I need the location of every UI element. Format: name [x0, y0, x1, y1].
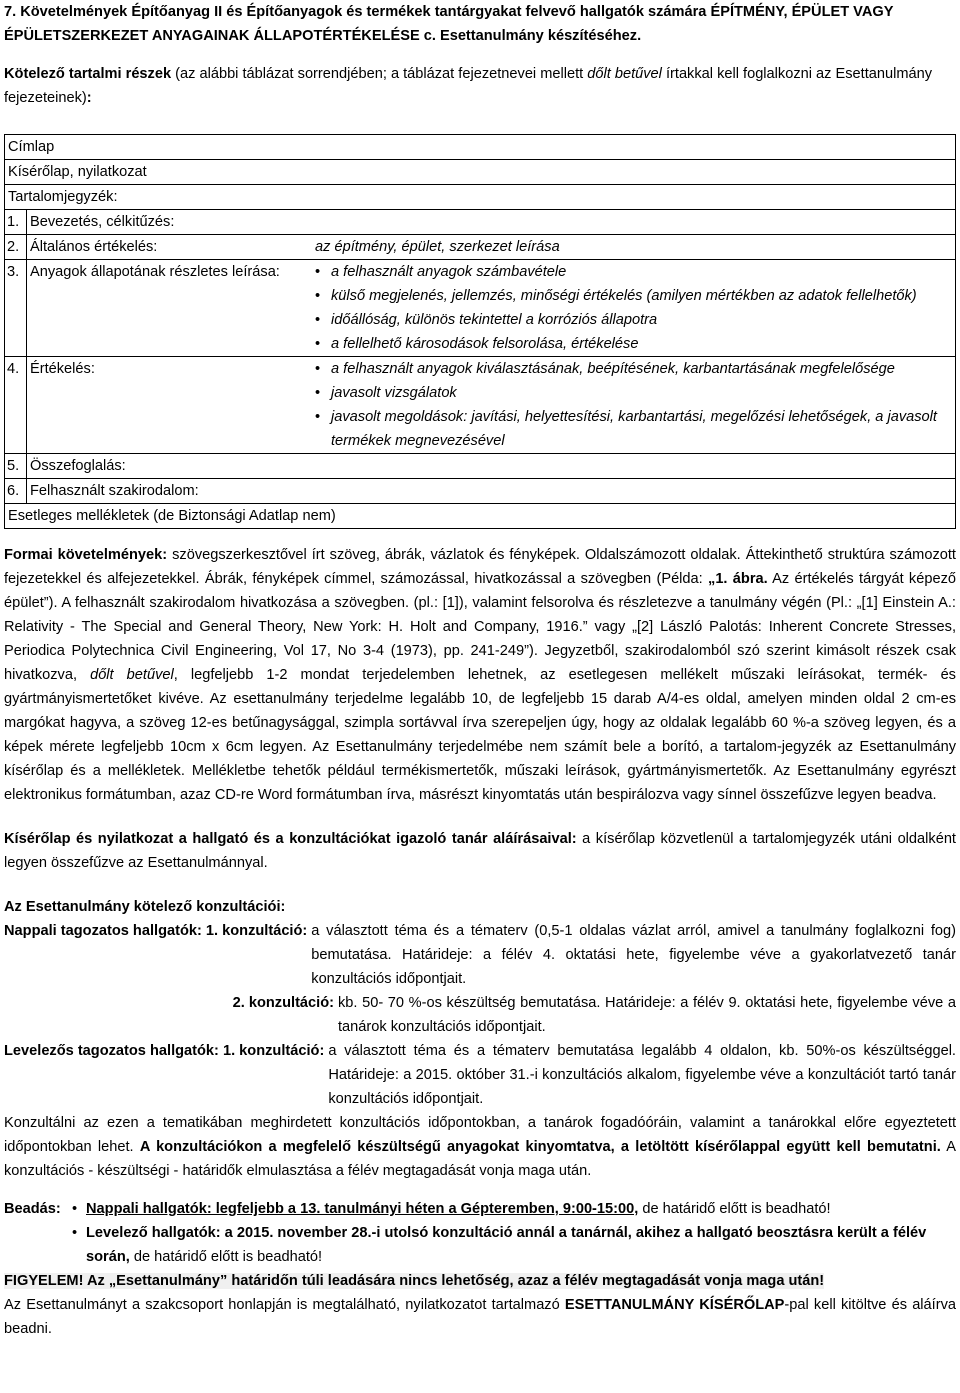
toc-num: 2. — [5, 235, 27, 259]
toc-kiserolap: Kísérőlap, nyilatkozat — [8, 164, 147, 180]
toc-desc-list — [315, 260, 955, 356]
toc-row-3 — [5, 259, 955, 356]
consultation-note-text: Konzultálni az ezen a tematikában meghirdetett konzultációs időpontokban, a tanárok fogadóóráin, valamint a tanárokkal előre egyeztetett időpontokban lehet. — [4, 1115, 956, 1155]
nappali-consultation-2 — [4, 991, 956, 1039]
kiserolap-lead: Kísérőlap és nyilatkozat a hallgató és a konzultációkat igazoló tanár aláírásaival: — [4, 831, 577, 847]
consultation-section — [4, 895, 956, 1183]
warning-line — [4, 1269, 956, 1293]
kiserolap-text: a kísérőlap közvetlenül a tartalomjegyzék utáni oldalként legyen összefűzve az Esettanulmánnyal. — [4, 831, 956, 871]
toc-label: Értékelés: — [30, 361, 95, 377]
toc-num: 4. — [5, 357, 27, 453]
submission-section — [4, 1197, 956, 1269]
toc-label: Bevezetés, célkitűzés: — [30, 214, 175, 230]
consultation-note — [4, 1111, 956, 1183]
levelezo-text-1: a választott téma és a tématerv bemutatása legalább 4 oldalon, kb. 50%-os készültséggel. Határideje: a 2015. október 31.-i konzultációs alkalom, figyelembe véve a konzultációt tartó tanár konzultációs időpontjait. — [328, 1043, 956, 1107]
intro-colon: : — [86, 90, 92, 106]
toc-desc: az építmény, épület, szerkezet leírása — [315, 239, 560, 255]
toc-label: Általános értékelés: — [30, 239, 158, 255]
toc-num: 1. — [5, 210, 27, 234]
toc-label: Felhasznált szakirodalom: — [30, 483, 199, 499]
submission-levelezo-bold: Levelező hallgatók: a 2015. november 28.-i utolsó konzultáció annál a tanárnál, akihez a hallgató beosztásra került a félév során, — [86, 1225, 927, 1265]
warning-text: FIGYELEM! Az „Esettanulmány” határidőn túli leadására nincs lehetőség, azaz a félév megtagadását vonja maga után! — [4, 1273, 825, 1289]
formai-italic: dőlt betűvel — [90, 667, 174, 683]
final-text-2: -pal kell kitöltve és aláírva beadni. — [4, 1297, 956, 1337]
submission-levelezo-text: de határidő előtt is beadható! — [129, 1249, 323, 1265]
nappali-2-label: 2. konzultáció: — [232, 995, 334, 1011]
submission-item-levelezo — [72, 1221, 956, 1269]
formai-text-3: , legfeljebb 1-2 mondat terjedelemben lehetnek, az esetlegesen mellékelt műszaki leírásokat, termék- és gyártmányismertetőket kivéve. Az esettanulmány terjedelme legalább 10, de legfeljebb 15 darab A/4-es oldal, amelyen minden oldal 2 cm-es margókat hagyva, a szöveg 12-es betűnagysággal, szimpla sortávval írva szerepeljen úgy, hogy az oldalak legalább 60 %-a szöveg legyen, és a képek mérete legfeljebb 10cm x 6cm legyen. Az Esettanulmány terjedelmébe nem számít bele a borító, a tartalom-jegyzék az Esettanulmány kísérőlap és a mellékletek. Mellékletbe tehetők például termékismertetők, műszaki leírások, gyártmányismertetők. Az Esettanulmány egyrészt elektronikus formátumban, azaz CD-re Word formátumban írva, másrészt kinyomtatás után bespirálozva vagy sínnel összefűzve legyen beadva. — [4, 667, 956, 803]
consultation-note-end: A konzultációs - készültségi - határidők elmulasztása a félév megtagadását vonja maga után. — [4, 1139, 956, 1179]
intro-italic: dőlt betűvel — [587, 66, 662, 82]
submission-nappali-underlined: Nappali hallgatók: legfeljebb a 13. tanulmányi héten a Gépteremben, 9:00-15:00, — [86, 1201, 639, 1217]
toc-row-cimlap — [5, 135, 955, 159]
consultation-title: Az Esettanulmány kötelező konzultációi: — [4, 899, 286, 915]
toc-num: 5. — [5, 454, 27, 478]
toc-bullet-item: • időállóság, különös tekintettel a korróziós állapotra — [315, 308, 951, 332]
formai-text-1: szövegszerkesztővel írt szöveg, ábrák, vázlatok és fényképek. Oldalszámozott oldalak. Áttekinthető struktúra számozott fejezetekkel és alfejezetekkel. Ábrák, fényképek címmel, számozással, hivatkozással a szövegben (Példa: — [4, 547, 956, 587]
toc-cimlap: Címlap — [8, 139, 55, 155]
formai-text-2: Az értékelés tárgyát képező épület”). A felhasznált szakirodalom hivatkozása a szövegben. (pl.: [1]), valamint felsorolva és részletezve a tanulmány végén (Pl.: „[1] Einstein A.: Relativity - The Special and General Theory, New York: H. Holt and Company, 1916.” vagy „[2] László Palotás: Inherent Concrete Stresses, Periodica Polytechnica Civil Engineering, Vol 17, No 3-4 (1973), pp. 241-249”). Jegyzetből, szakirodalomból szó szerint kimásolt részek csak hivatkozva, — [4, 571, 956, 683]
toc-row-6 — [5, 478, 955, 503]
final-bold: ESETTANULMÁNY KÍSÉRŐLAP — [564, 1297, 785, 1313]
submission-item-nappali — [72, 1197, 956, 1221]
formai-paragraph — [4, 543, 956, 807]
toc-row-2 — [5, 234, 955, 259]
toc-row-mellekletek — [5, 503, 955, 528]
toc-desc-list — [315, 357, 955, 453]
toc-row-5 — [5, 453, 955, 478]
toc-num: 6. — [5, 479, 27, 503]
toc-bullet-item: • külső megjelenés, jellemzés, minőségi értékelés (amilyen mértékben az adatok fellelhetők) — [315, 284, 951, 308]
toc-bullet-item: • a felhasznált anyagok kiválasztásának, beépítésének, karbantartásának megfelelősége — [315, 357, 951, 381]
nappali-text-2: kb. 50- 70 %-os készültség bemutatása. Határideje: a félév 9. oktatási hete, figyelembe véve a tanárok konzultációs időpontjait. — [338, 995, 956, 1035]
toc-bullet-item: • javasolt vizsgálatok — [315, 381, 951, 405]
submission-nappali-text: de határidő előtt is beadható! — [638, 1201, 831, 1217]
consultation-note-bold: A konzultációkon a megfelelő készültségű anyagokat kinyomtatva, a letöltött kísérőlappal együtt kell bemutatni. — [139, 1139, 941, 1155]
toc-row-1 — [5, 209, 955, 234]
toc-row-tartalom — [5, 184, 955, 209]
toc-label: Összefoglalás: — [30, 458, 126, 474]
intro-text-a: (az alábbi táblázat sorrendjében; a táblázat fejezetnevei mellett — [171, 66, 588, 82]
levelezo-label: Levelezős tagozatos hallgatók: 1. konzultáció: — [4, 1043, 325, 1059]
nappali-consultation-1 — [4, 919, 956, 991]
toc-row-4 — [5, 356, 955, 453]
toc-tartalom: Tartalomjegyzék: — [8, 189, 118, 205]
toc-bullet-item: • javasolt megoldások: javítási, helyettesítési, karbantartási, megelőzési lehetőségek, a javasolt termékek megnevezésével — [315, 405, 951, 453]
levelezo-consultation-1 — [4, 1039, 956, 1111]
toc-label: Anyagok állapotának részletes leírása: — [30, 264, 280, 280]
toc-mellekletek: Esetleges mellékletek (de Biztonsági Adatlap nem) — [8, 508, 336, 524]
final-paragraph — [4, 1293, 956, 1341]
intro-bold-lead: Kötelező tartalmi részek — [4, 66, 172, 82]
toc-bullet-item: • a felhasznált anyagok számbavétele — [315, 260, 951, 284]
toc-num: 3. — [5, 260, 27, 356]
contents-table — [4, 134, 956, 529]
nappali-text-1: a választott téma és a tématerv (0,5-1 oldalas vázlat arról, amivel a tanulmány foglalkozni fog) bemutatása. Határideje: a félév 4. oktatási hete, figyelembe véve a gyakorlatvezető tanár konzultációs időpontjait. — [311, 923, 956, 987]
formai-lead: Formai követelmények: — [4, 547, 168, 563]
formai-example-bold: „1. ábra. — [708, 571, 768, 587]
kiserolap-paragraph — [4, 827, 956, 875]
toc-row-kiserolap — [5, 159, 955, 184]
toc-bullet-item: • a fellelhető károsodások felsorolása, értékelése — [315, 332, 951, 356]
submission-label: Beadás: — [4, 1201, 61, 1217]
final-text-1: Az Esettanulmányt a szakcsoport honlapján is megtalálható, nyilatkozatot tartalmazó — [4, 1297, 565, 1313]
section-heading: 7. Követelmények Építőanyag II és Építőanyagok és termékek tantárgyakat felvevő hallgatók számára ÉPÍTMÉNY, ÉPÜLET VAGY ÉPÜLETSZERKEZET ANYAGAINAK ÁLLAPOTÉRTÉKELÉSE c. Esettanulmány készítéséhez. — [4, 4, 894, 44]
intro-text-b: írtakkal kell foglalkozni az Esettanulmány fejezeteinek) — [4, 66, 933, 106]
intro-paragraph — [4, 62, 956, 110]
nappali-label: Nappali tagozatos hallgatók: 1. konzultáció: — [4, 923, 308, 939]
submission-list — [72, 1197, 956, 1269]
